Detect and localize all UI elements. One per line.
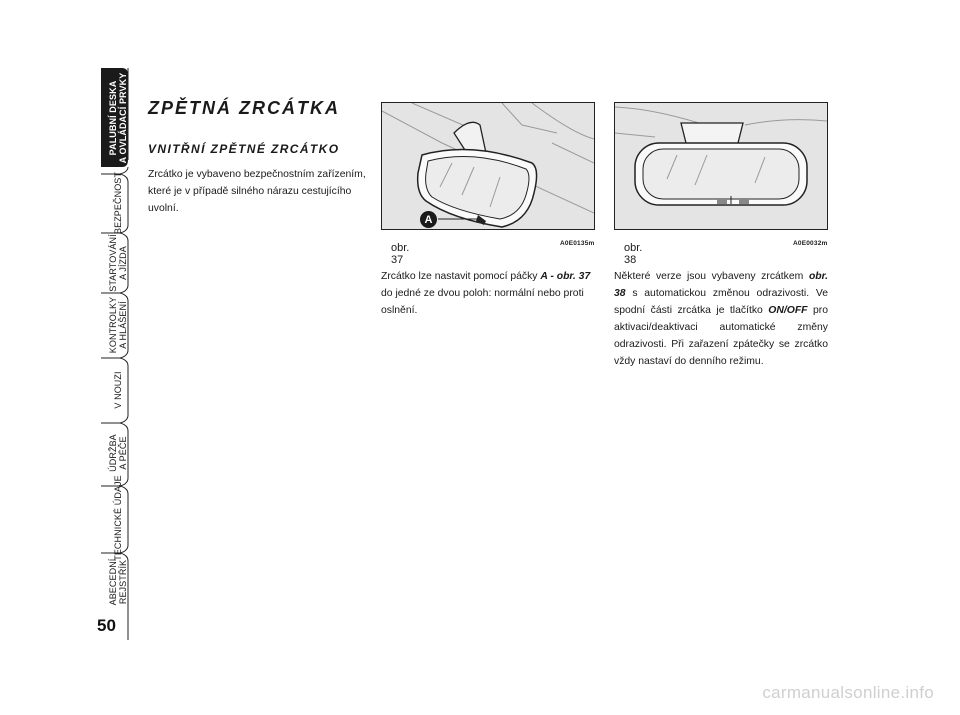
figure-38-code: A0E0032m <box>793 240 828 247</box>
figure-reference: obr. 38 <box>614 271 828 299</box>
text-run: s automatickou změnou odrazivosti. Ve spodní části zrcátka je tlačítko <box>614 288 828 316</box>
text-run: do jedné ze dvou poloh: normální nebo proti oslnění. <box>381 288 584 316</box>
figure-37-caption: obr. 37 <box>391 242 410 266</box>
figure-37-code: A0E0135m <box>560 240 595 247</box>
chapter-tabs <box>0 0 140 715</box>
tab-line: A PÉČE <box>118 436 128 470</box>
callout-a: A <box>420 211 437 228</box>
figure-reference: A - obr. 37 <box>540 271 591 282</box>
tab-line: REJSTŘÍK <box>118 559 128 605</box>
figure-38-caption: obr. 38 <box>624 242 643 266</box>
tab-line: V NOUZI <box>113 371 123 409</box>
tab-line: ÚDRŽBA <box>108 434 118 472</box>
figure-37-paragraph <box>381 268 595 319</box>
page-number: 50 <box>97 616 116 635</box>
tab-line: KONTROLKY <box>108 296 118 354</box>
tab-line: A JÍZDA <box>118 246 128 280</box>
section-subtitle: VNITŘNÍ ZPĚTNÉ ZRCÁTKO <box>148 142 340 156</box>
tab-line: PALUBNÍ DESKA <box>108 80 118 156</box>
figure-38-frame <box>614 102 828 230</box>
interior-mirror-lever-illustration <box>382 103 594 229</box>
text-run: Zrcátko lze nastavit pomocí páčky <box>381 271 541 282</box>
tab-line: BEZPEČNOST <box>113 172 123 235</box>
figure-37-frame <box>381 102 595 230</box>
text-run: pro aktivaci/deaktivaci automatické změny odrazivosti. Při zařazení zpátečky se zrcátko vždy nastaví do denního režimu. <box>614 305 828 367</box>
tab-line: ABECEDNÍ <box>108 558 118 606</box>
section-title: ZPĚTNÁ ZRCÁTKA <box>148 98 340 118</box>
tab-line: STARTOVÁNÍ <box>108 234 118 292</box>
tab-line: A OVLÁDACÍ PRVKY <box>118 72 128 164</box>
text-run: Některé verze jsou vybaveny zrcátkem <box>614 271 809 282</box>
watermark: carmanualsonline.info <box>762 683 934 702</box>
intro-paragraph: Zrcátko je vybaveno bezpečnostním zařízením, které je v případě silného nárazu cestujícího uvolní. <box>148 169 366 214</box>
tab-line: A HLÁŠENÍ <box>118 301 128 349</box>
auto-dimming-mirror-illustration <box>615 103 827 229</box>
figure-38-paragraph <box>614 268 828 370</box>
on-off-button-label: ON/OFF <box>768 305 808 316</box>
tab-line: TECHNICKÉ ÚDAJE <box>113 475 123 561</box>
